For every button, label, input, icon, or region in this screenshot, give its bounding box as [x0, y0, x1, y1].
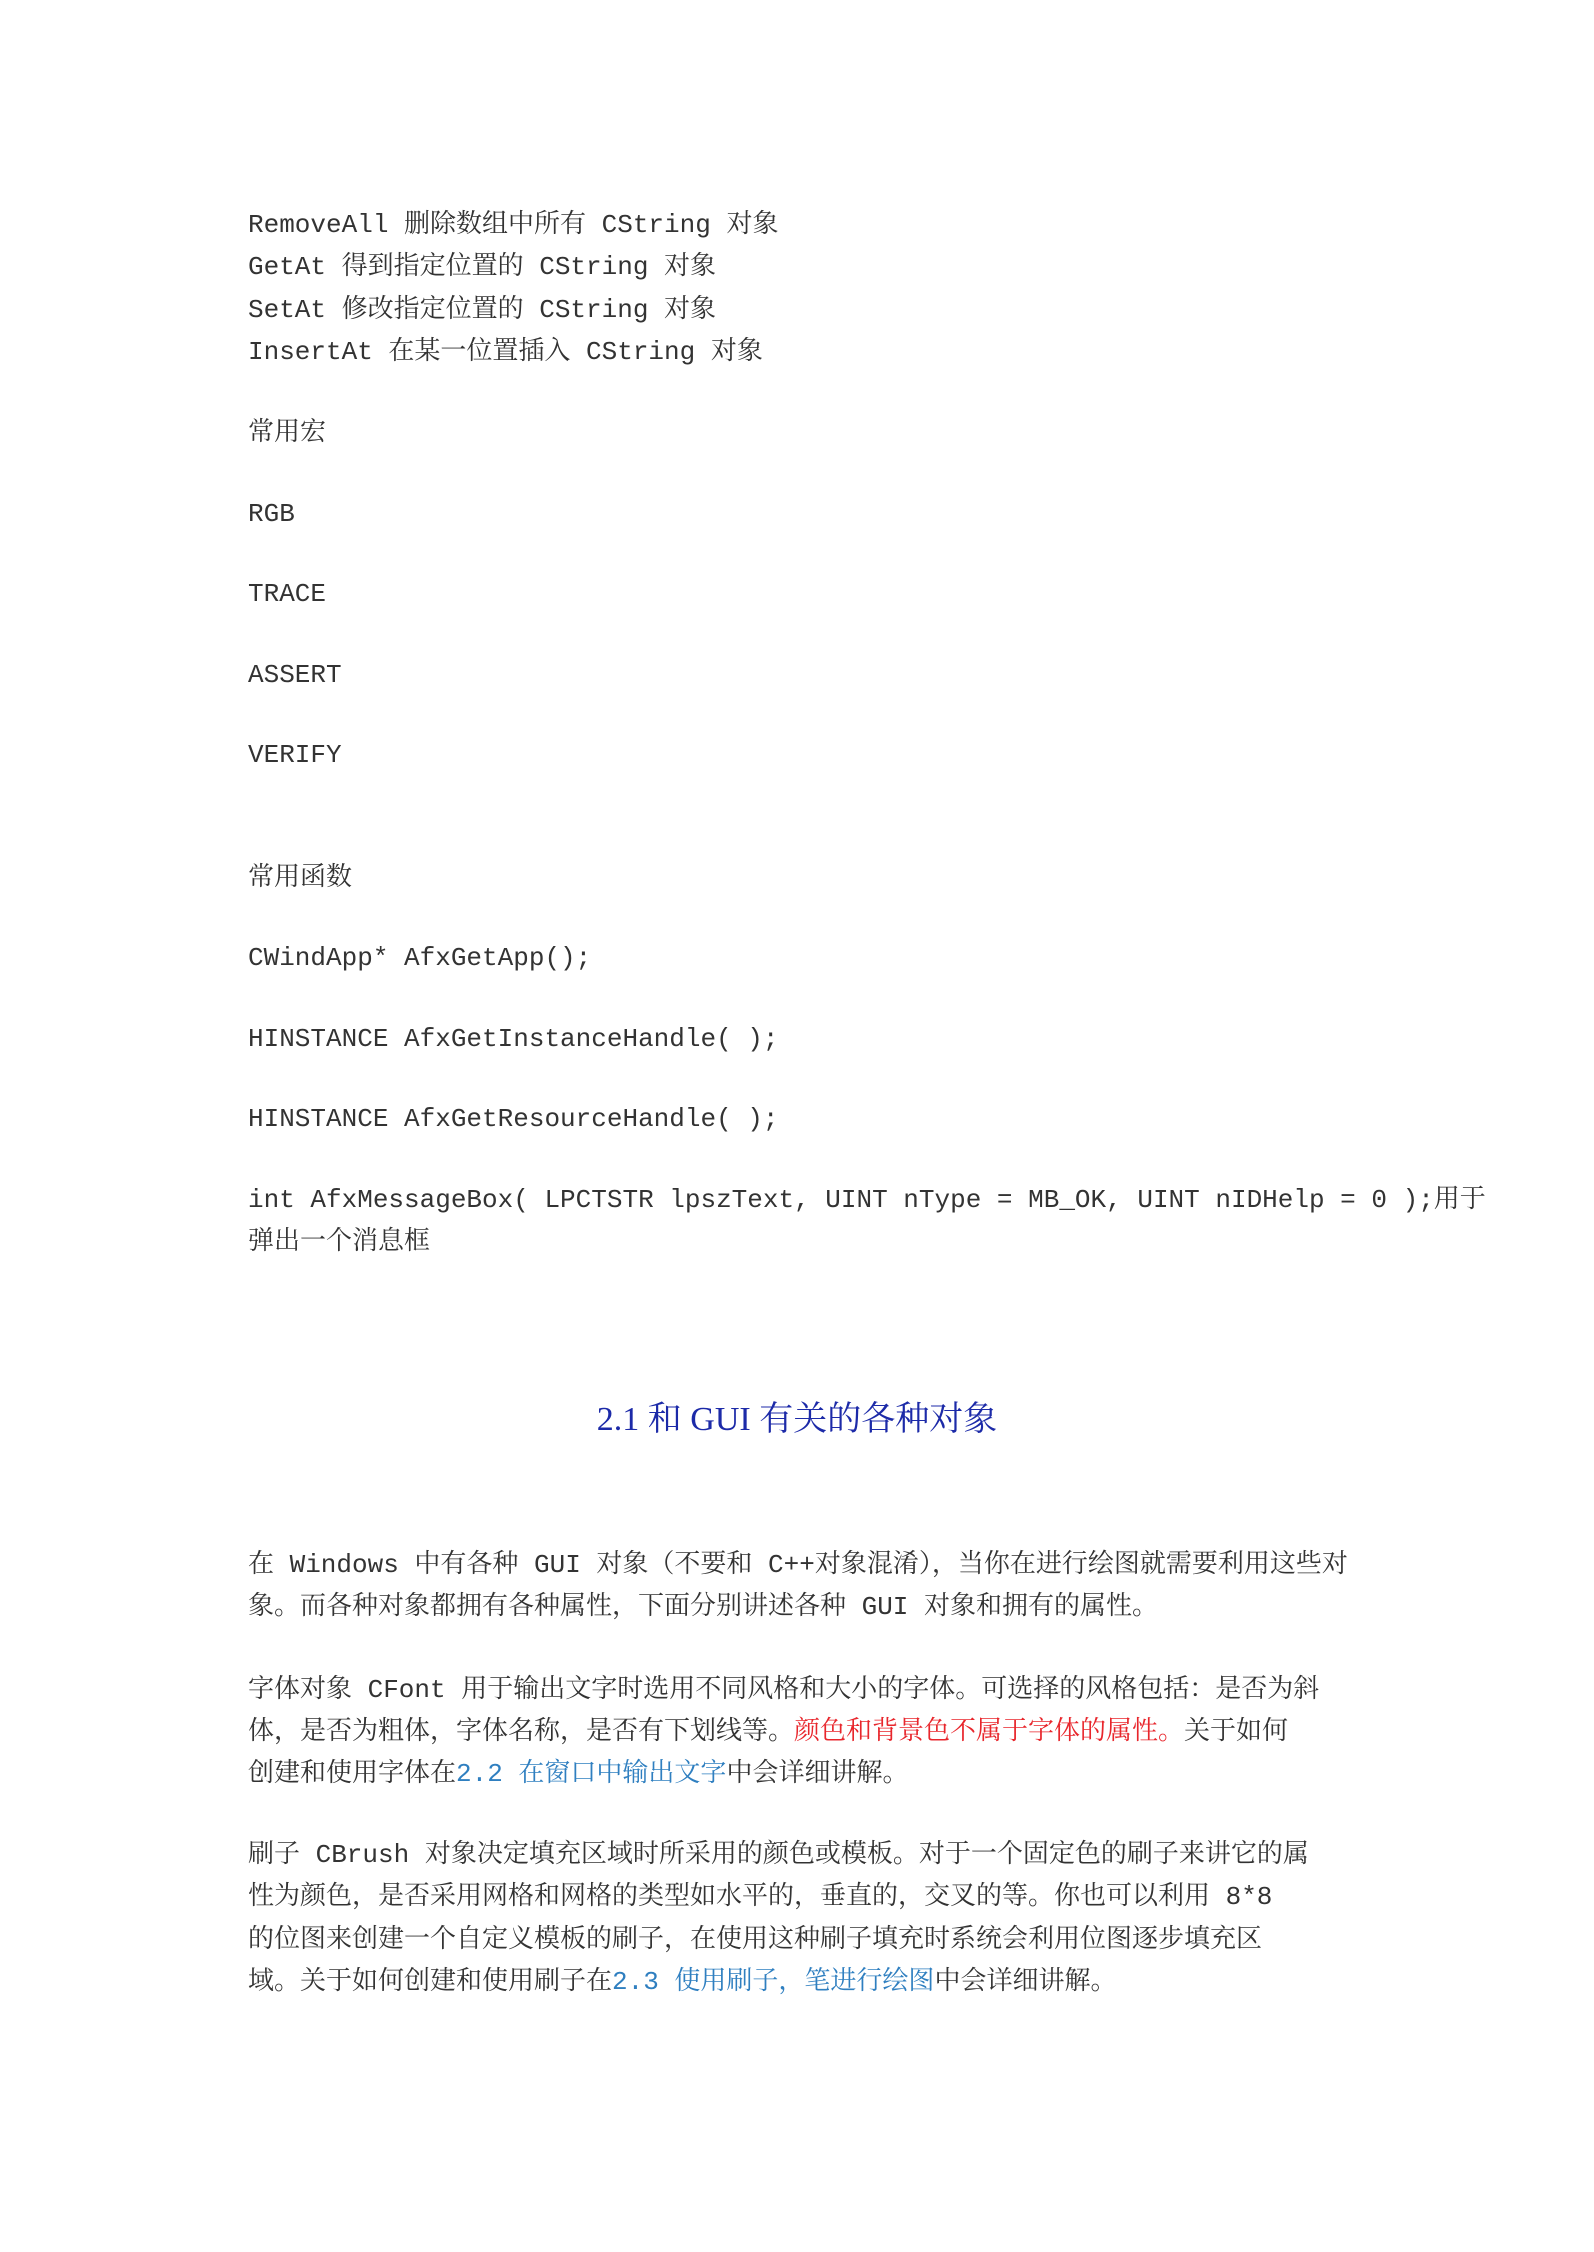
- paragraph-line: 性为颜色，是否采用网格和网格的类型如水平的，垂直的，交叉的等。你也可以利用 8*8: [248, 1882, 1273, 1912]
- paragraph-line: 象。而各种对象都拥有各种属性，下面分别讲述各种 GUI 对象和拥有的属性。: [248, 1592, 1159, 1622]
- link-section-2-2[interactable]: 2.2 在窗口中输出文字: [456, 1759, 727, 1789]
- paragraph-line: [248, 1716, 1288, 1748]
- function-afxgetresourcehandle: HINSTANCE AfxGetResourceHandle( );: [248, 1104, 779, 1134]
- text: 关于如何: [1184, 1717, 1289, 1747]
- macro-assert: ASSERT: [248, 660, 342, 690]
- text: 体，是否为粗体，字体名称，是否有下划线等。: [248, 1717, 795, 1747]
- macros-title: 常用宏: [248, 418, 327, 448]
- function-afxgetinstancehandle: HINSTANCE AfxGetInstanceHandle( );: [248, 1024, 779, 1054]
- function-afxgetapp: CWindApp* AfxGetApp();: [248, 943, 592, 973]
- paragraph-line: 字体对象 CFont 用于输出文字时选用不同风格和大小的字体。可选择的风格包括：是否为斜: [248, 1675, 1320, 1705]
- text: 中会详细讲解。: [726, 1759, 909, 1789]
- text: 创建和使用字体在: [248, 1759, 457, 1789]
- macro-verify: VERIFY: [248, 740, 342, 770]
- section-heading: 2.1 和 GUI 有关的各种对象: [596, 1401, 998, 1438]
- paragraph-line: [248, 1966, 1116, 1998]
- method-setat: SetAt 修改指定位置的 CString 对象: [248, 295, 717, 325]
- macro-trace: TRACE: [248, 579, 327, 609]
- text: 中会详细讲解。: [934, 1967, 1117, 1997]
- functions-title: 常用函数: [248, 863, 353, 893]
- method-insertat: InsertAt 在某一位置插入 CString 对象: [248, 337, 763, 367]
- method-getat: GetAt 得到指定位置的 CString 对象: [248, 252, 717, 282]
- macro-rgb: RGB: [248, 499, 295, 529]
- function-afxmessagebox: int AfxMessageBox( LPCTSTR lpszText, UINT nType = MB_OK, UINT nIDHelp = 0 );用于: [248, 1185, 1486, 1215]
- paragraph-line: 刷子 CBrush 对象决定填充区域时所采用的颜色或模板。对于一个固定色的刷子来讲它的属: [248, 1840, 1309, 1870]
- method-removeall: RemoveAll 删除数组中所有 CString 对象: [248, 210, 779, 240]
- function-afxmessagebox-desc: 弹出一个消息框: [248, 1227, 431, 1257]
- paragraph-line: 的位图来创建一个自定义模板的刷子，在使用这种刷子填充时系统会利用位图逐步填充区: [248, 1925, 1263, 1955]
- paragraph-line: [248, 1758, 908, 1790]
- link-section-2-3[interactable]: 2.3 使用刷子，笔进行绘图: [612, 1967, 935, 1997]
- paragraph-line: 在 Windows 中有各种 GUI 对象（不要和 C++对象混淆），当你在进行绘图就需要利用这些对: [248, 1550, 1348, 1580]
- highlighted-text: 颜色和背景色不属于字体的属性。: [794, 1717, 1185, 1747]
- text: 域。关于如何创建和使用刷子在: [248, 1967, 613, 1997]
